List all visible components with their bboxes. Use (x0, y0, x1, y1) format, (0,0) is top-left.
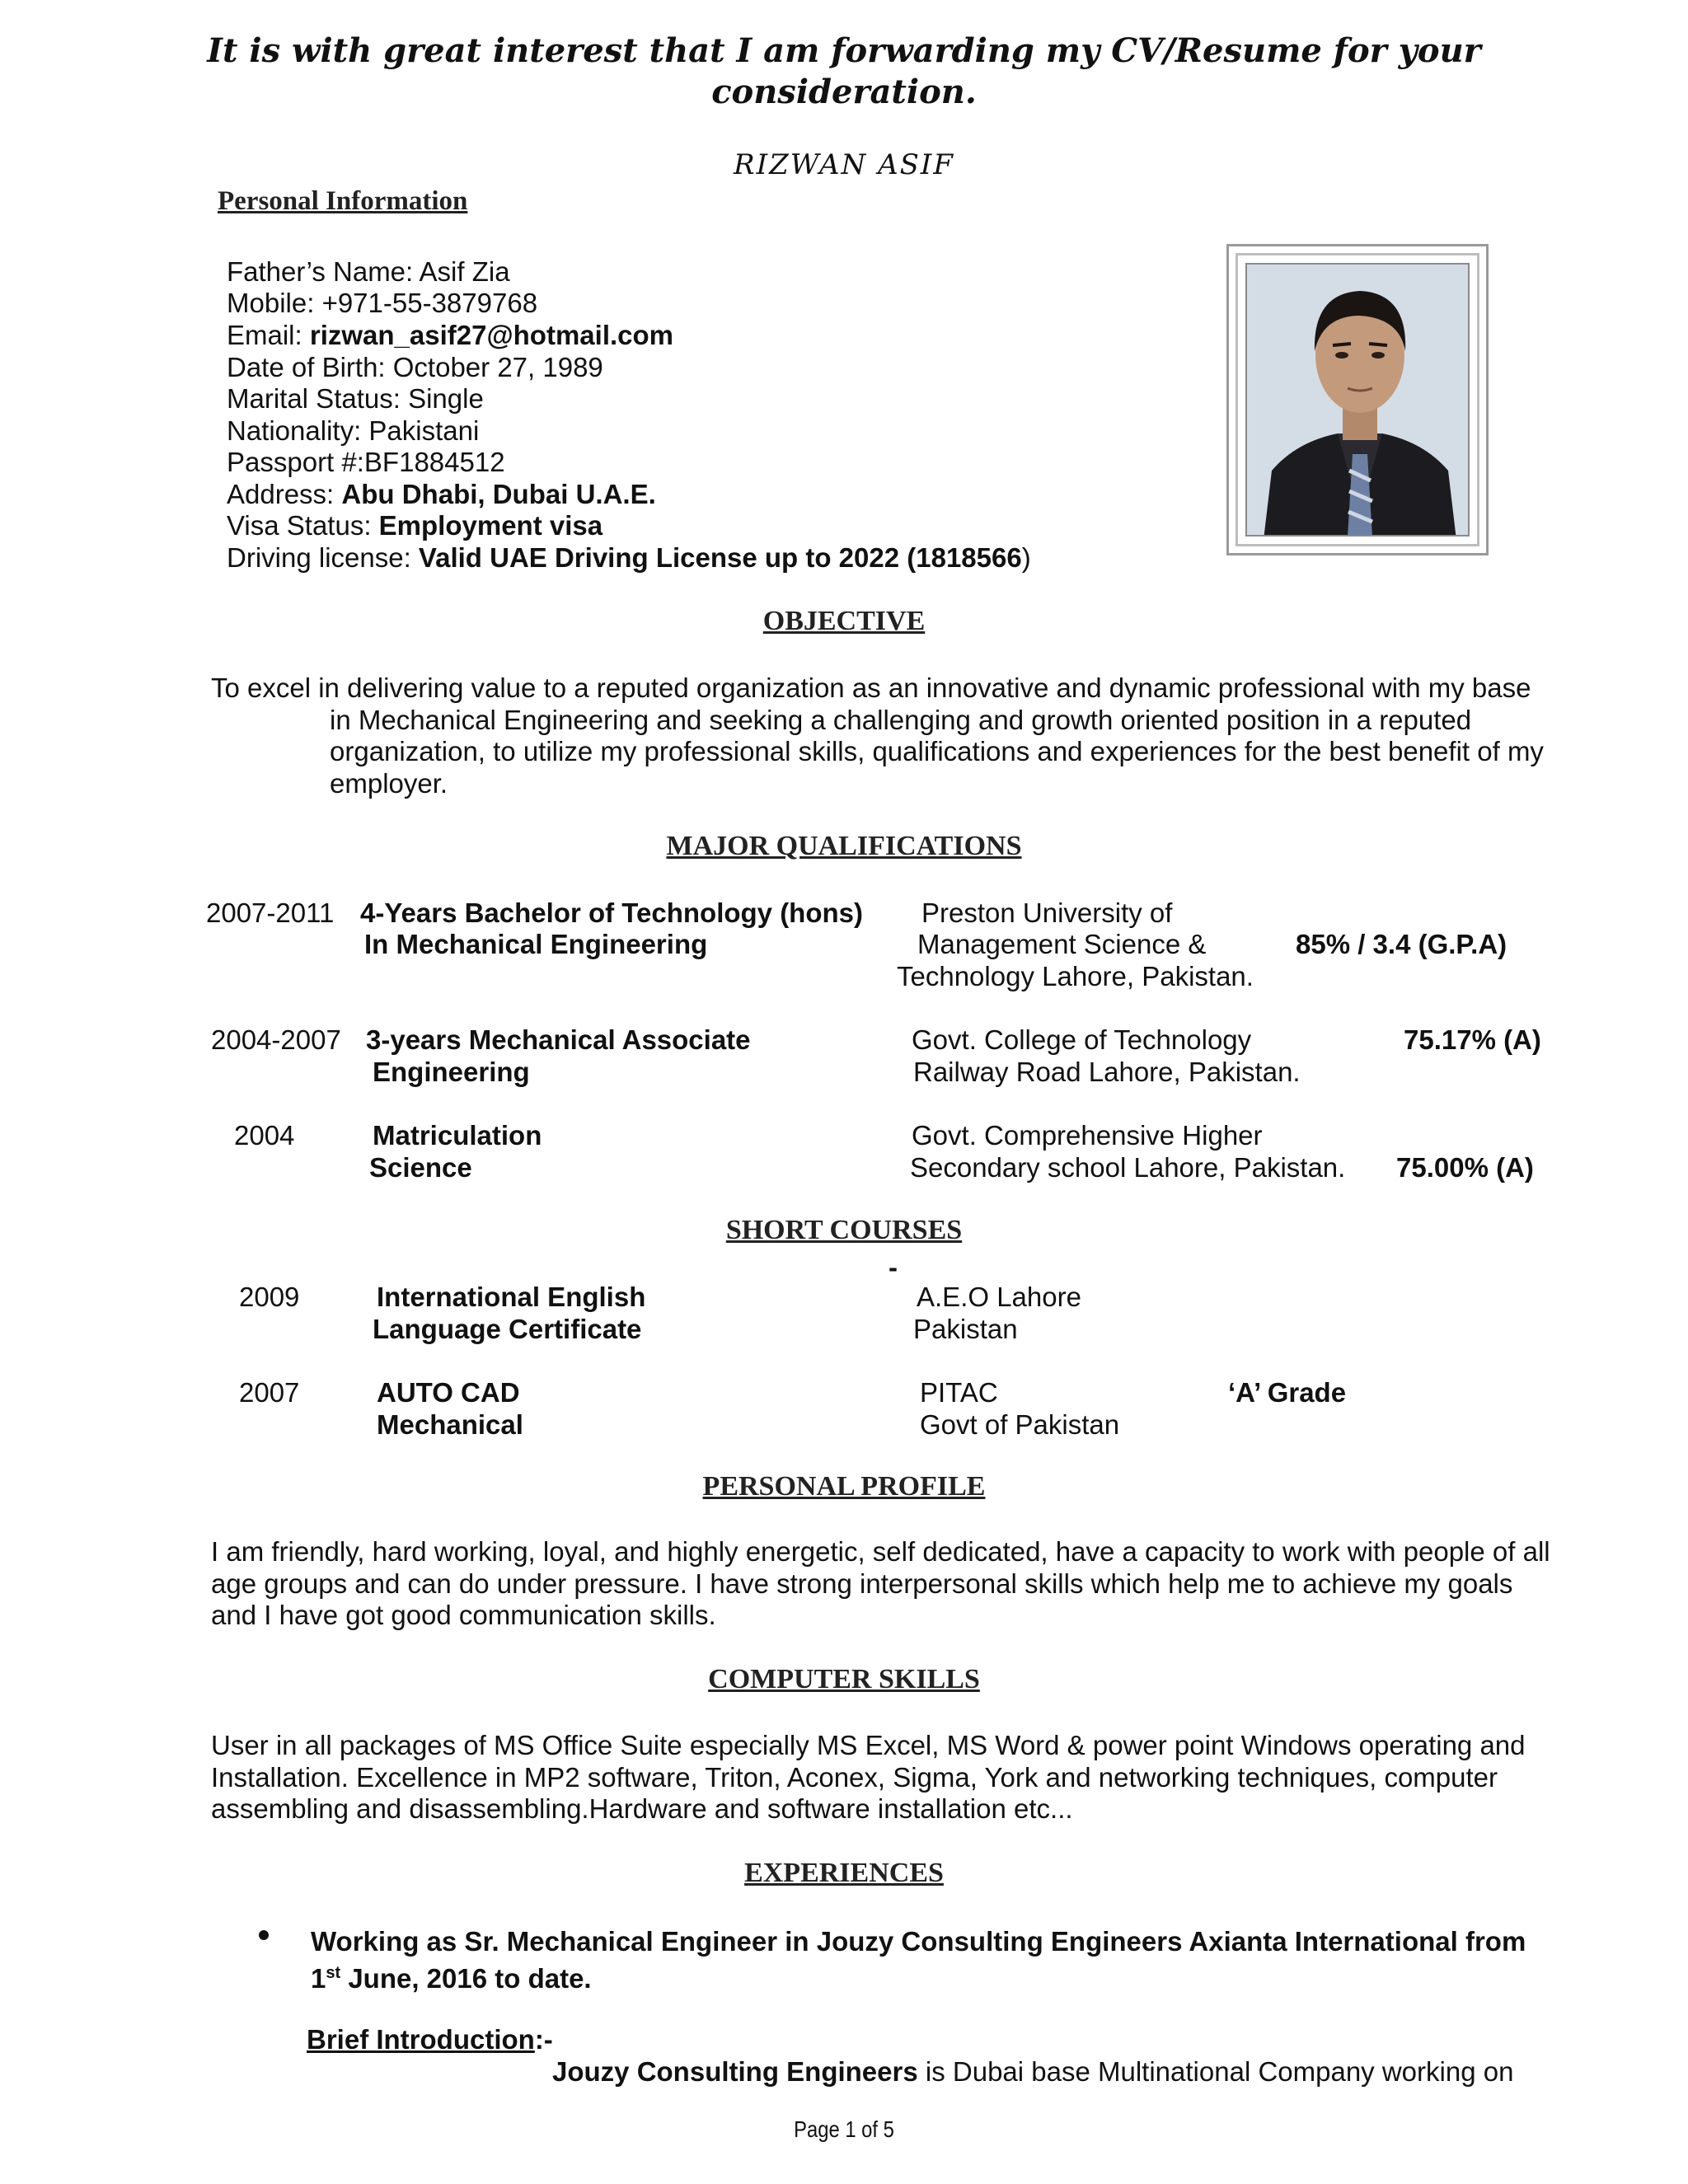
qualification-years: 2004-2007 (211, 1024, 341, 1055)
course-title: AUTO CAD (377, 1377, 520, 1408)
profile-line-3: and I have got good communication skills. (211, 1600, 716, 1630)
objective-line-3: organization, to utilize my professional skills, qualifications and experiences for the best benefit of my (330, 736, 1544, 766)
visa-row: Visa Status: Employment visa (227, 510, 603, 541)
qualification-institute-2: Railway Road Lahore, Pakistan. (913, 1057, 1301, 1087)
qualification-score: 75.00% (A) (1396, 1152, 1534, 1183)
course-year: 2009 (239, 1282, 300, 1312)
course-title: International English (377, 1282, 646, 1312)
qualification-years: 2007-2011 (206, 898, 335, 928)
bullet-icon (259, 1930, 269, 1940)
experiences-heading: EXPERIENCES (744, 1858, 944, 1888)
computer-line-1: User in all packages of MS Office Suite especially MS Excel, MS Word & power point Windows operating and (211, 1730, 1526, 1760)
qualification-institute: Govt. College of Technology (912, 1024, 1252, 1055)
qualification-years: 2004 (234, 1120, 295, 1151)
course-dash: - (889, 1252, 898, 1282)
driving-row: Driving license: Valid UAE Driving License up to 2022 (1818566) (227, 542, 1031, 573)
profile-line-1: I am friendly, hard working, loyal, and highly energetic, self dedicated, have a capacity to work with people of all (211, 1536, 1550, 1567)
email-row: Email: rizwan_asif27@hotmail.com (227, 320, 674, 350)
qualification-title: 3-years Mechanical Associate (366, 1024, 751, 1055)
qualification-title: Matriculation (373, 1120, 542, 1151)
personal-info-heading: Personal Information (218, 186, 468, 216)
qualification-institute-2: Management Science & (917, 929, 1207, 959)
course-institute: A.E.O Lahore (917, 1282, 1081, 1312)
candidate-name: RIZWAN ASIF (734, 148, 954, 181)
qualification-score: 85% / 3.4 (G.P.A) (1296, 929, 1507, 959)
qualification-institute: Preston University of (921, 898, 1173, 928)
qualification-institute: Govt. Comprehensive Higher (912, 1120, 1263, 1151)
cover-line-2: consideration. (711, 73, 977, 111)
company-intro-line: Jouzy Consulting Engineers is Dubai base Multinational Company working on (552, 2056, 1514, 2087)
nationality-row: Nationality: Pakistani (227, 415, 480, 446)
computer-line-3: assembling and disassembling.Hardware and software installation etc... (211, 1793, 1073, 1824)
marital-row: Marital Status: Single (227, 383, 484, 414)
objective-line-1: To excel in delivering value to a reputed organization as an innovative and dynamic professional with my base (211, 673, 1531, 703)
qualification-title-2: In Mechanical Engineering (364, 929, 708, 959)
page-number: Page 1 of 5 (794, 2116, 894, 2142)
short-courses-heading: SHORT COURSES (725, 1215, 963, 1245)
personal-profile-heading: PERSONAL PROFILE (702, 1471, 986, 1502)
course-grade: ‘A’ Grade (1228, 1377, 1347, 1408)
course-institute-2: Pakistan (913, 1314, 1018, 1344)
qualification-institute-3: Technology Lahore, Pakistan. (897, 961, 1254, 991)
qualification-title-2: Science (369, 1152, 472, 1183)
qualifications-heading: MAJOR QUALIFICATIONS (666, 831, 1022, 861)
objective-line-2: in Mechanical Engineering and seeking a challenging and growth oriented position in a reputed (330, 705, 1472, 735)
qualification-score: 75.17% (A) (1404, 1024, 1541, 1055)
brief-introduction-label: Brief Introduction:- (307, 2024, 553, 2055)
email-value: rizwan_asif27@hotmail.com (309, 320, 674, 350)
objective-line-4: employer. (330, 768, 448, 799)
address-row: Address: Abu Dhabi, Dubai U.A.E. (227, 479, 656, 509)
portrait-image (1247, 265, 1470, 537)
course-institute: PITAC (920, 1377, 998, 1408)
experience-line-1: Working as Sr. Mechanical Engineer in Jouzy Consulting Engineers Axianta International from (311, 1926, 1526, 1957)
qualification-title-2: Engineering (373, 1057, 530, 1087)
passport-row: Passport #:BF1884512 (227, 447, 505, 477)
objective-heading: OBJECTIVE (762, 606, 926, 636)
dob-row: Date of Birth: October 27, 1989 (227, 352, 603, 382)
fathers-name-row: Father’s Name: Asif Zia (227, 256, 510, 287)
qualification-institute-2: Secondary school Lahore, Pakistan. (910, 1152, 1346, 1183)
computer-skills-heading: COMPUTER SKILLS (708, 1664, 980, 1694)
qualification-title: 4-Years Bachelor of Technology (hons) (360, 898, 864, 928)
profile-line-2: age groups and can do under pressure. I have strong interpersonal skills which help me to achieve my goals (211, 1568, 1513, 1599)
mobile-row: Mobile: +971-55-3879768 (227, 288, 538, 318)
cover-line-1: It is with great interest that I am forwarding my CV/Resume for your (207, 31, 1481, 70)
course-title-2: Language Certificate (373, 1314, 642, 1344)
experience-line-2: 1st June, 2016 to date. (311, 1963, 592, 1994)
course-title-2: Mechanical (377, 1409, 523, 1440)
course-year: 2007 (239, 1377, 300, 1408)
computer-line-2: Installation. Excellence in MP2 software, Triton, Aconex, Sigma, York and networking techniques, computer (211, 1762, 1498, 1793)
course-institute-2: Govt of Pakistan (920, 1409, 1120, 1440)
profile-photo (1226, 244, 1489, 555)
